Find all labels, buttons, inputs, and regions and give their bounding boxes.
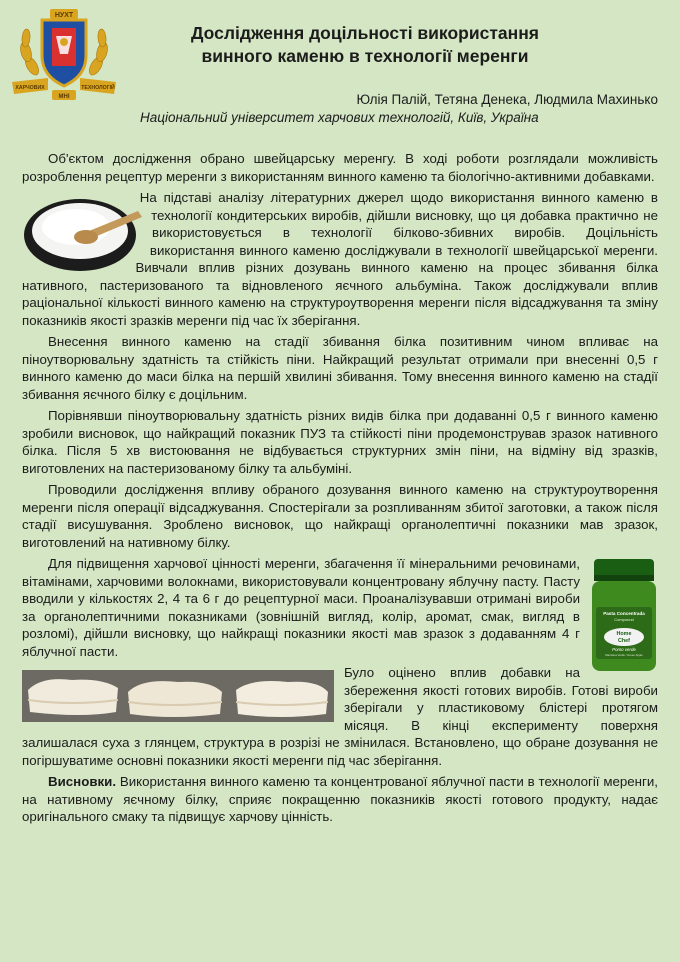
paragraph-structure: Проводили дослідження впливу обраного дозування винного каменю на структуроутворення меренги після операції відсаджування. Спостерігали за розпливанням збитої заготовки, а також після стадії висушування. Зроблено висновок, що найкращі органолептичні показники мав зразок, виготовлений на нативному білку. <box>22 482 658 550</box>
svg-text:Pomo verde: Pomo verde <box>612 647 636 652</box>
paragraph-storage: Було оцінено вплив добавки на збереження якості готових виробів. Готові вироби зберігали у пластиковому блістері протягом місяця. В кінці експерименту поверхня залишалася суха з глянцем, структура в розрізі не змінилася. Встановлено, що обране дозування не погіршуватиме основні показники якості меренги під час зберігання. <box>22 665 658 768</box>
meringue-samples-image <box>22 670 334 722</box>
conclusions-text: Використання винного каменю та концентрованої яблучної пасти в технології меренги, на нативному яєчному білку, сприяє покращенню показників якості готового продукту, надає оригінального смаку та підвищує харчову цінність. <box>22 774 658 824</box>
paragraph-conclusions <box>22 773 658 826</box>
svg-text:Pasta Concentrada: Pasta Concentrada <box>603 611 645 616</box>
paragraph-analysis: На підставі аналізу літературних джерел щодо використання винного каменю в технології кондитерських виробів, дійшли висновку, що ця добавка практично не використовується в технології білково-збивних виробів. Доцільність використання винного каменю досліджували в технології швейцарської меренги. Вивчали вплив різних дозувань винного каменю на процес збивання білка нативного, пастеризованого та відновленого яєчного альбуміна. Також досліджували вплив раціональної кількості винного каменю на структуроутворення меренги після відсаджування та зміну показників якості зразків меренги під час їх зберігання. <box>22 190 658 328</box>
paragraph-protein-comparison: Порівнявши піноутворювальну здатність різних видів білка при додаванні 0,5 г винного каменю зробили висновок, що найкращий показник ПУЗ та стійкості піни продемонстрував зразок нативного білка. Після 5 хв вистоювання не відбувається структурних змін піни, на відміну від зразків, виготовлених на пастеризованому білку та альбуміні. <box>22 408 658 476</box>
poster-title <box>150 22 580 68</box>
affiliation: Національний університет харчових технологій, Київ, Україна <box>140 110 539 125</box>
svg-text:Compound: Compound <box>614 617 634 622</box>
svg-text:Home: Home <box>616 631 632 637</box>
paragraph-apple-paste: Для підвищення харчової цінності меренги, збагачення її мінеральними речовинами, вітамінами, харчовими волокнами, використовували концентровану яблучну пасту. Пасту вводили у кількостях 2, 4 та 6 г до рецептурної маси. Проаналізувавши отримані вироби за органолептичними показниками (зовнішній вигляд, колір, аромат, смак, вигляд в розломі), дійшли висновку, що найкращі показники якості мав зразок з додаванням 4 г яблучної пасти. <box>22 556 580 659</box>
authors: Юлія Палій, Тетяна Денека, Людмила Махинько <box>356 92 658 107</box>
paragraph-whipping: Внесення винного каменю на стадії збивання білка позитивним чином впливає на піноутворювальну здатність та стійкість піни. Найкращий результат отримали при внесенні 0,5 г винного каменю до маси білка на першій хвилині збивання. Тому внесення винного каменю на стадії збивання яєчного білку є доцільним. <box>22 334 658 402</box>
title-line-1: Дослідження доцільності використання <box>190 23 539 43</box>
svg-text:НУХТ: НУХТ <box>54 12 74 19</box>
svg-text:Manzana Verde / Green Apple: Manzana Verde / Green Apple <box>605 653 643 657</box>
paragraph-object: Об'єктом дослідження обрано швейцарську меренгу. В ході роботи розглядали можливість розроблення рецептур меренги з використанням винного каменю та біологічно-активними добавками. <box>22 151 658 184</box>
conclusions-label: Висновки. <box>48 774 117 789</box>
poster-body <box>22 150 658 830</box>
cream-of-tartar-bowl-image <box>22 191 144 273</box>
svg-text:ХАРЧОВИХ: ХАРЧОВИХ <box>15 85 45 91</box>
svg-text:ТЕХНОЛОГІЙ: ТЕХНОЛОГІЙ <box>81 85 115 91</box>
university-logo <box>8 6 120 104</box>
title-line-2: винного каменю в технології меренги <box>201 46 529 66</box>
svg-text:МНІ: МНІ <box>58 94 70 100</box>
apple-paste-jar-image <box>590 557 658 675</box>
svg-text:Chef: Chef <box>618 638 630 644</box>
